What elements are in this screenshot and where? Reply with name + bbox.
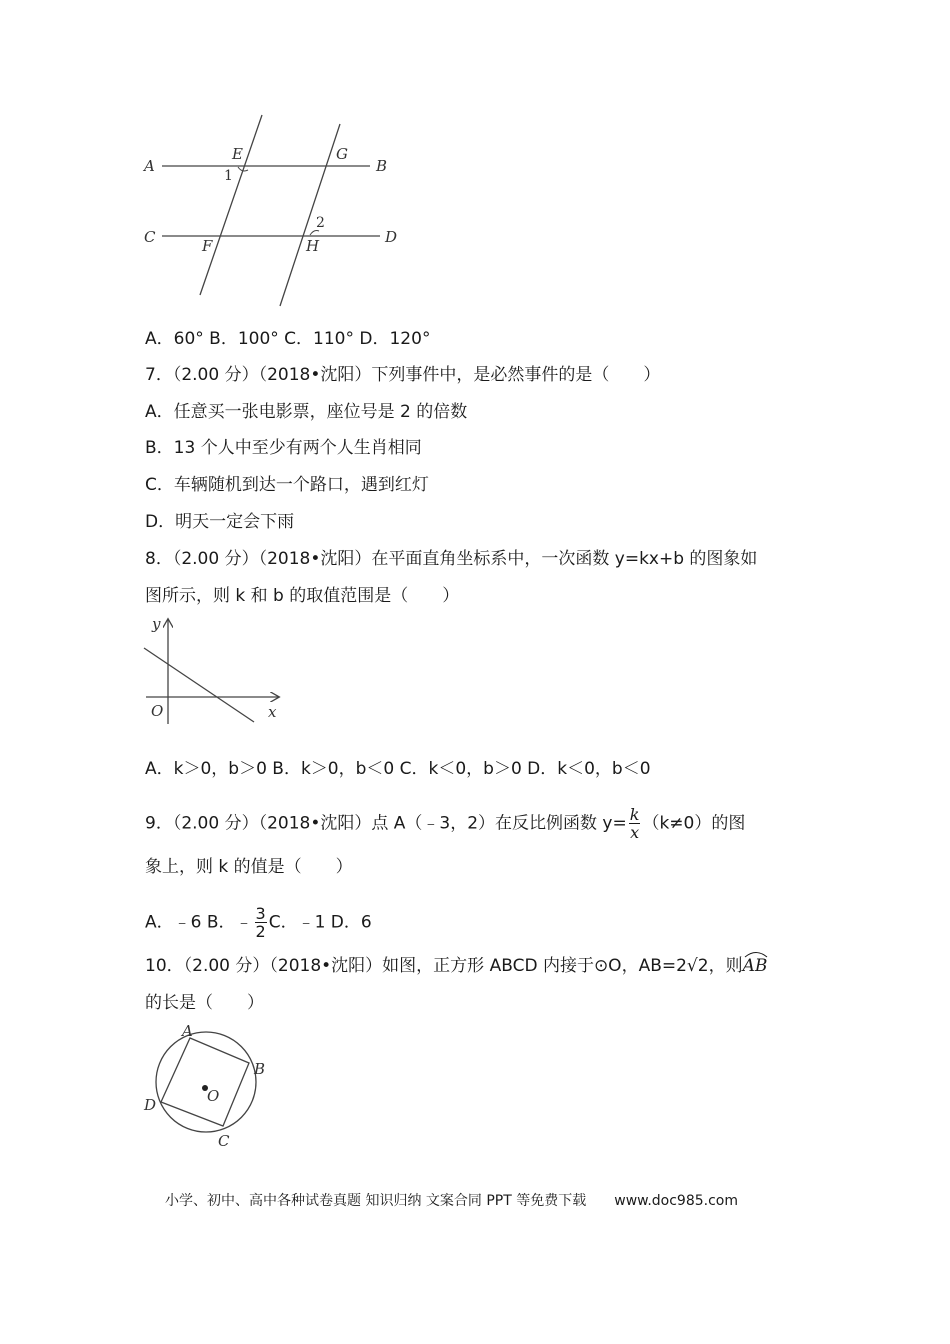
q9-option-a: A．﹣6 B．﹣ [145,912,253,933]
page-footer [165,1190,738,1210]
label-angle-2: 2 [316,215,325,231]
footer-text: 小学、初中、高中各种试卷真题 知识归纳 文案合同 PPT 等免费下载 [165,1193,587,1209]
label-C: C [218,1132,230,1150]
q9-option-frac-den: 2 [255,922,266,941]
q9-options [145,905,372,940]
q9-option-rest: C．﹣1 D．6 [268,912,372,933]
q9-fraction [629,806,641,841]
axis-label-y: y [152,615,161,633]
linear-function-figure [140,612,300,727]
q8-stem-line2: 图所示，则 k 和 b 的取值范围是（ ） [145,586,460,606]
q7-option-d: D．明天一定会下雨 [145,512,295,532]
q9-stem-line2: 象上，则 k 的值是（ ） [145,857,353,877]
label-B: B [254,1060,266,1078]
footer-site: www.doc985.com [614,1193,738,1209]
origin-label: O [151,702,164,720]
q9-frac-denominator: x [630,823,640,842]
q10-arc-ab [743,955,768,977]
label-D: D [385,228,398,246]
q10-stem-line2: 的长是（ ） [145,993,264,1013]
label-F: F [202,237,213,255]
q10-stem-mid: ，则 [708,956,743,976]
q9-option-b-fraction [255,905,267,940]
label-G: G [336,145,348,163]
label-C: C [144,228,156,246]
q10-stem-pre: 10．（2.00 分）（2018•沈阳）如图，正方形 ABCD 内接于⊙O，AB=2 [145,956,687,976]
parallel-lines-figure [140,110,410,310]
q7-option-c: C．车辆随机到达一个路口，遇到红灯 [145,475,429,495]
inscribed-square-figure [140,1020,280,1155]
q9-frac-numerator: k [629,805,640,824]
label-angle-1: 1 [224,168,233,184]
q8-stem-line1: 8．（2.00 分）（2018•沈阳）在平面直角坐标系中，一次函数 y=kx+b 的图象如 [145,549,758,569]
label-A: A [144,157,155,175]
q7-option-b: B．13 个人中至少有两个人生肖相同 [145,438,422,458]
q10-stem-line1 [145,955,767,977]
label-D: D [144,1096,157,1114]
q10-arc-label: AB [742,956,768,976]
q9-stem-line1 [145,806,745,841]
q9-stem-post: （k≠0）的图 [642,813,746,834]
label-E: E [232,145,243,163]
q6-options: A．60° B．100° C．110° D．120° [145,329,431,349]
arc-symbol [743,948,769,958]
label-B: B [376,157,388,175]
q9-option-frac-num: 3 [255,904,266,923]
axis-label-x: x [268,703,277,721]
q9-stem-pre: 9．（2.00 分）（2018•沈阳）点 A（﹣3，2）在反比例函数 y= [145,813,627,834]
q10-radical: √2 [686,956,709,976]
label-A: A [182,1022,193,1040]
q7-stem: 7．（2.00 分）（2018•沈阳）下列事件中，是必然事件的是（ ） [145,365,661,385]
label-O: O [207,1087,220,1105]
q7-option-a: A．任意买一张电影票，座位号是 2 的倍数 [145,402,468,422]
q8-options: A．k＞0，b＞0 B．k＞0，b＜0 C．k＜0，b＞0 D．k＜0，b＜0 [145,759,651,779]
label-H: H [306,237,320,255]
